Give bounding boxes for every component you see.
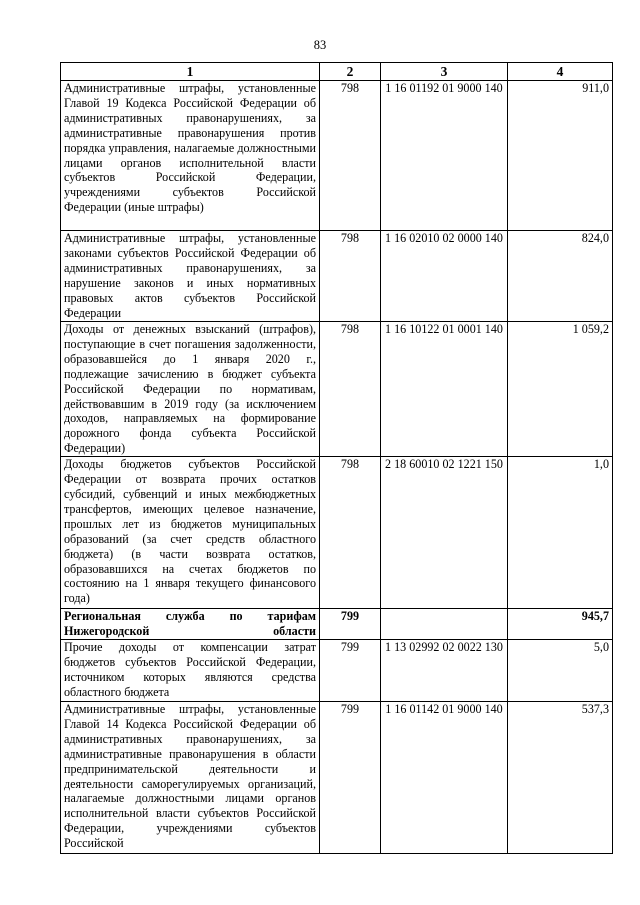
row-description: Административные штрафы, установленные Главой 14 Кодекса Российской Федерации об административных правонарушениях, за административные правонарушения в области предпринимательской деятельности и деятельности саморегулируемых организаций, налагаемые должностными лицами органов исполнительной власти субъектов Российской Федерации, учреждениями субъектов Российской	[61, 701, 320, 853]
table-row	[61, 639, 613, 701]
row-description: Административные штрафы, установленные законами субъектов Российской Федерации об административных правонарушениях, за нарушение законов и иных нормативных правовых актов субъектов Российской Федерации	[61, 231, 320, 322]
row-budget-code: 1 16 01142 01 9000 140	[381, 701, 508, 853]
table-row	[61, 81, 613, 231]
row-admin-code: 798	[320, 81, 381, 231]
row-budget-code: 1 16 01192 01 9000 140	[381, 81, 508, 231]
row-amount: 537,3	[508, 701, 613, 853]
column-header-code: 3	[381, 63, 508, 81]
row-description: Доходы бюджетов субъектов Российской Федерации от возврата прочих остатков субсидий, субвенций и иных межбюджетных трансфертов, имеющих целевое назначение, прошлых лет из бюджетов муниципальных образований (за счет средств областного бюджета) (в части возврата остатков, образовавшихся на счетах бюджетов по состоянию на 1 января текущего финансового года)	[61, 457, 320, 609]
table-row	[61, 701, 613, 853]
table-header-row	[61, 63, 613, 81]
column-header-admin: 2	[320, 63, 381, 81]
row-admin-code: 799	[320, 701, 381, 853]
section-title: Региональная служба по тарифам Нижегородской области	[61, 609, 320, 640]
column-header-amount: 4	[508, 63, 613, 81]
page-number: 83	[313, 38, 327, 52]
row-admin-code: 798	[320, 457, 381, 609]
row-budget-code: 1 13 02992 02 0022 130	[381, 639, 508, 701]
section-admin-code: 799	[320, 609, 381, 640]
row-admin-code: 798	[320, 231, 381, 322]
column-header-description: 1	[61, 63, 320, 81]
row-description: Доходы от денежных взысканий (штрафов), поступающие в счет погашения задолженности, образовавшейся до 1 января 2020 г., подлежащие зачислению в бюджет субъекта Российской Федерации по нормативам, действовавшим в 2019 году (за исключением доходов, направляемых на формирование дорожного фонда субъекта Российской Федерации)	[61, 322, 320, 457]
row-description: Административные штрафы, установленные Главой 19 Кодекса Российской Федерации об административных правонарушениях, за административные правонарушения против порядка управления, налагаемые должностными лицами органов исполнительной власти субъектов Российской Федерации, учреждениями субъектов Российской Федерации (иные штрафы)	[61, 81, 320, 231]
section-header-row	[61, 609, 613, 640]
revenue-table	[60, 62, 613, 854]
row-amount: 5,0	[508, 639, 613, 701]
row-amount: 911,0	[508, 81, 613, 231]
row-amount: 824,0	[508, 231, 613, 322]
row-budget-code: 2 18 60010 02 1221 150	[381, 457, 508, 609]
row-admin-code: 798	[320, 322, 381, 457]
table-row	[61, 457, 613, 609]
section-budget-code	[381, 609, 508, 640]
table-row	[61, 231, 613, 322]
row-amount: 1,0	[508, 457, 613, 609]
row-admin-code: 799	[320, 639, 381, 701]
row-amount: 1 059,2	[508, 322, 613, 457]
table-row	[61, 322, 613, 457]
section-total-amount: 945,7	[508, 609, 613, 640]
row-budget-code: 1 16 10122 01 0001 140	[381, 322, 508, 457]
row-description: Прочие доходы от компенсации затрат бюджетов субъектов Российской Федерации, источником которых являются средства областного бюджета	[61, 639, 320, 701]
row-budget-code: 1 16 02010 02 0000 140	[381, 231, 508, 322]
